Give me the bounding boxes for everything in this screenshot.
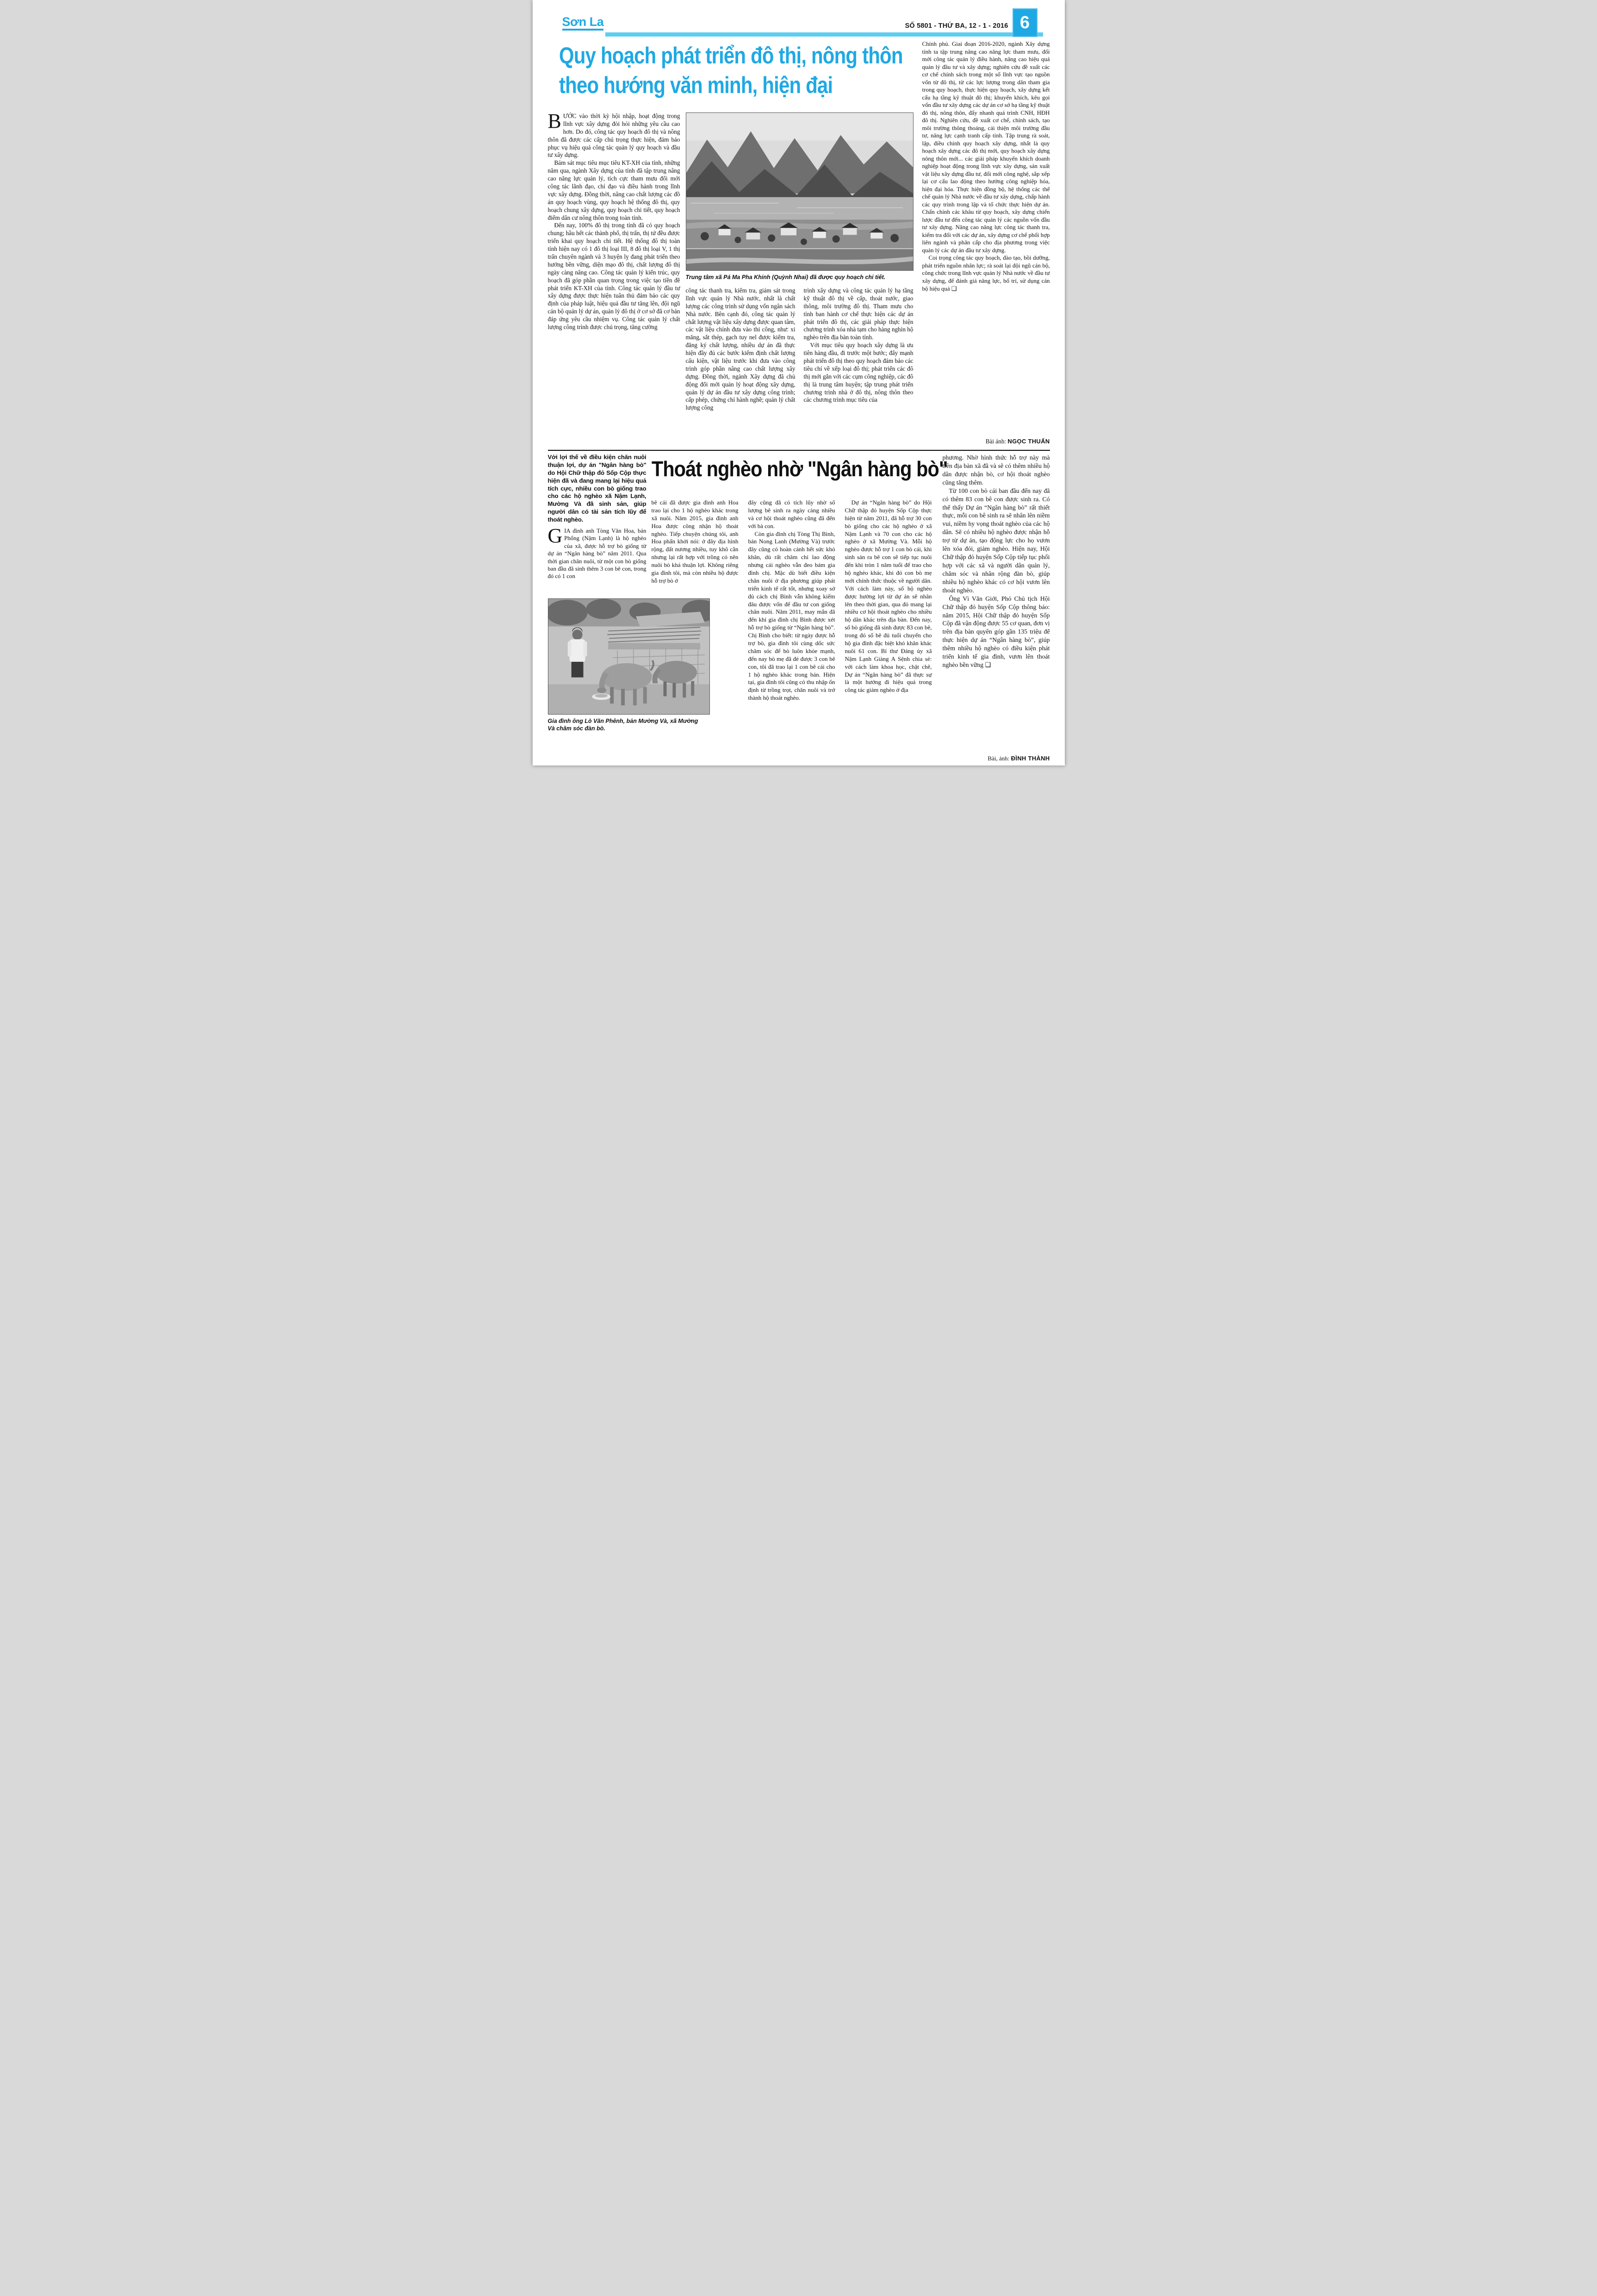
paragraph: Còn gia đình chị Tòng Thị Bình, bản Nong Lanh (Mường Và) trước đây cũng có hoàn cảnh hết sức khó khăn, dù rất chăm chỉ lao động nhưng cái nghèo vẫn đeo bám gia đình chị. Mặc dù biết điều kiện chăn nuôi ở địa phương giúp phát triển kinh tế rất tốt, nhưng xoay sở đủ cách chị Bình vẫn không kiếm đâu được vốn để đầu tư con giống chăn nuôi. Năm 2011, may mắn đã đến khi gia đình chị Bình được xét hỗ trợ bò giống từ “Ngân hàng bò”. Chị Bình cho biết: từ ngày được hỗ trợ bò, gia đình tôi cùng dốc sức chăm sóc để bò luôn khỏe mạnh, đến nay bò mẹ đã đẻ được 3 con bê con, tôi đã trao lại 1 con bê cái cho 1 hộ nghèo khác trong bản. Hiện tại, gia đình tôi cũng có thu nhập ổn định từ trồng trọt, chăn nuôi và trở thành hộ thoát nghèo. xyxy=(748,530,835,702)
paragraph: Với mục tiêu quy hoạch xây dựng là ưu tiên hàng đầu, đi trước một bước; đẩy mạnh phát triển đô thị theo quy hoạch đảm bảo các tiêu chí về xếp loại đô thị; phát triển các đô thị mới gắn với các cụm công nghiệp, các đô thị là trung tâm huyện; tập trung phát triển chương trình nhà ở đô thị, nông thôn theo các chương trình mục tiêu của xyxy=(803,342,913,404)
byline-author: ĐÌNH THÀNH xyxy=(1011,755,1050,762)
article-2-intro-column xyxy=(548,454,646,597)
paragraph: Từ 100 con bò cái ban đầu đến nay đã có thêm 83 con bê con được sinh ra. Có thể thấy Dự án “Ngân hàng bò” rất thiết thực, mỗi con bê sinh ra sẽ nhân lên niềm vui, niềm hy vọng thoát nghèo của các hộ dân. Sẽ có nhiều hộ nghèo được nhận hỗ trợ từ dự án, tạo động lực cho họ vươn lên xóa đói, giảm nghèo. Hiện nay, Hội Chữ thập đỏ huyện Sốp Cộp tiếp tục phối hợp với các xã và người dân quản lý, chăm sóc và nhân rộng đàn bò, giúp nhiều hộ nghèo khác có cơ hội vươn lên thoát nghèo. xyxy=(942,487,1050,594)
article-2-headline: Thoát nghèo nhờ "Ngân hàng bò" xyxy=(651,457,948,481)
cattle-photo-graphic xyxy=(548,599,709,714)
paragraph: đây cũng đã có tích lũy nhờ số lượng bê sinh ra ngày càng nhiều và cơ hội thoát nghèo cũng đã đến với bà con. xyxy=(748,499,835,529)
article-1-column-3 xyxy=(804,287,913,447)
landscape-photo-graphic xyxy=(686,113,913,270)
byline-author: NGỌC THUẤN xyxy=(1007,438,1050,445)
paragraph: GIA đình anh Tòng Văn Hoa, bản Phổng (Nậm Lạnh) là hộ nghèo của xã, được hỗ trợ bò giống từ dự án “Ngân hàng bò” năm 2011. Qua thời gian chăn nuôi, từ một con bò giống ban đầu đã sinh thêm 3 con bê con, trong đó có 1 con xyxy=(547,524,646,580)
headline-line-1: Quy hoạch phát triển đô thị, nông thôn xyxy=(559,43,903,68)
paragraph: phương. Nhờ hình thức hỗ trợ này mà trên địa bàn xã đã và sẽ có thêm nhiều hộ dân được nhận bò, cơ hội thoát nghèo cũng tăng thêm. xyxy=(942,454,1050,486)
byline-prefix: Bài, ảnh: xyxy=(988,755,1010,762)
issue-date: SỐ 5801 - THỨ BA, 12 - 1 - 2016 xyxy=(905,22,1008,30)
cattle-photo xyxy=(548,598,710,715)
paragraph: Chính phủ. Giai đoạn 2016-2020, ngành Xây dựng tỉnh ta tập trung nâng cao năng lực tham mưu, đổi mới công tác quản lý điều hành, nâng cao hiệu quả quản lý đầu tư và xây dựng; nghiên cứu đề xuất các cơ chế chính sách trong một số lĩnh vực tạo nguồn vốn từ đô thị, từ các lực lượng trong dân tham gia trong quy hoạch, thực hiện quy hoạch, xây dựng kết cấu hạ tầng kỹ thuật đô thị; khuyến khích, kêu gọi vốn đầu tư xây dựng các dự án cơ sở hạ tầng kỹ thuật đô thị, nông thôn, đẩy nhanh quá trình CNH, HĐH đô thị. Nghiên cứu, đề xuất cơ chế, chính sách, tạo môi trường thông thoáng, cải thiện môi trường đầu tư, năng lực cạnh tranh cấp tỉnh. Tập trung rà soát, lập, điều chỉnh quy hoạch xây dựng, nhất là quy hoạch xây dựng các đô thị mới, quy hoạch xây dựng nông thôn mới... các giải pháp khuyến khích doanh nghiệp hoạt động trong lĩnh vực xây dựng, sản xuất vật liệu xây dựng đầu tư, đổi mới công nghệ, sắp xếp lại cơ cấu lao động theo hướng công nghiệp hóa, hiện đại hóa. Thực hiện đồng bộ, hệ thống các thể chế quản lý Nhà nước về đầu tư xây dựng, chấp hành các quy trình trong lập và tổ chức thực hiện dự án. Chấn chỉnh các khâu từ quy hoạch, xây dựng chiến lược đầu tư đến công tác quản lý các nguồn vốn đầu tư xây dựng. Nâng cao năng lực công tác thanh tra, kiểm tra đối với các dự án, xây dựng cơ chế phối hợp liên ngành và phân cấp cho địa phương trong việc quản lý các dự án đầu tư xây dựng. xyxy=(922,41,1050,254)
paragraph: Đến nay, 100% đô thị trong tỉnh đã có quy hoạch chung; hầu hết các thành phố, thị trấn, thị tứ đều được triển khai quy hoạch chi tiết. Hệ thống đô thị toàn tỉnh hiện nay có 1 đô thị loại III, 8 đô thị loại V, 1 thị trấn chuyên ngành và 3 huyện lỵ đang phát triển theo hướng bền vững, diện mạo đô thị, chất lượng đô thị ngày càng nâng cao. Công tác quản lý kiến trúc, quy hoạch đã góp phần quan trọng trong việc tạo tiền đề phát triển KT-XH của tỉnh. Công tác quản lý đầu tư xây dựng được thực hiện tuân thủ đảm bảo các quy định của pháp luật, hiệu quả đầu tư tăng lên, đội ngũ cán bộ quản lý dự án, quản lý đô thị ở cơ sở đã cơ bản đáp ứng yêu cầu nhiệm vụ. Công tác quản lý chất lượng công trình được chú trọng, tăng cường xyxy=(547,222,680,331)
header-bar xyxy=(605,32,1043,37)
article-2-column-a xyxy=(652,499,739,598)
article-1-byline xyxy=(922,438,1050,446)
paragraph: Dự án “Ngân hàng bò” do Hội Chữ thập đỏ huyện Sốp Cộp thực hiện từ năm 2011, đã hỗ trợ 30 con bò giống cho các hộ nghèo ở xã Nậm Lạnh và 70 con cho các hộ nghèo ở xã Mường Và. Mỗi hộ nghèo được hỗ trợ 1 con bò cái, khi sinh sản ra bê con sẽ tiếp tục nuôi đến khi tròn 1 năm tuổi để trao cho hộ nghèo khác, khi đó con bò mẹ mới chính thức thuộc về người dân. Với cách làm này, số hộ nghèo được hưởng lợi từ dự án sẽ nhân lên theo thời gian, qua đó mang lại nhiều cơ hội thoát nghèo cho nhiều hộ dân khác trên địa bàn. Đến nay, số bò giống đã sinh được 83 con bê, trong đó số bê đủ tuổi chuyển cho hộ gia đình đặc biệt khó khăn khác nuôi 61 con. Bí thư Đảng ủy xã Nậm Lạnh Giàng A Sệnh chia sẻ: với cách làm khoa học, chặt chẽ, Dự án “Ngân hàng bò” đã thực sự là một hướng đi hiệu quả trong công tác giảm nghèo ở địa xyxy=(845,499,932,694)
paragraph: Coi trọng công tác quy hoạch, đào tạo, bồi dưỡng, phát triển nguồn nhân lực; rà soát lại đội ngũ cán bộ, công chức trong lĩnh vực quản lý Nhà nước về đầu tư xây dựng, để đánh giá năng lực, bố trí, sử dụng cán bộ hiệu quả ❑ xyxy=(922,255,1050,292)
headline-line-2: theo hướng văn minh, hiện đại xyxy=(559,72,833,98)
drop-cap: G xyxy=(547,524,563,548)
photo-caption: Trung tâm xã Pá Ma Pha Khinh (Quỳnh Nhai) đã được quy hoạch chi tiết. xyxy=(685,274,886,280)
photo-caption: Gia đình ông Lò Văn Phênh, bản Mường Và, xã Mường Và chăm sóc đàn bò. xyxy=(547,718,698,732)
paragraph: công tác thanh tra, kiểm tra, giám sát trong lĩnh vực quản lý Nhà nước, nhất là chất lượng các công trình sử dụng vốn ngân sách Nhà nước. Bên cạnh đó, công tác quản lý chất lượng vật liệu xây dựng được quan tâm, các vật liệu chính đưa vào thi công, như: xi măng, sắt thép, gạch tuy nel được kiểm tra, đăng ký chất lượng, nhiều dự án đã thực hiện đầy đủ các bước kiểm định chất lượng cấu kiện, vật liệu trước khi đưa vào công trình góp phần nâng cao chất lượng xây dựng. Đồng thời, ngành Xây dựng đã chủ động đổi mới quản lý hoạt động xây dựng, quản lý dự án đầu tư xây dựng công trình; cấp phép, chứng chỉ hành nghề; quản lý chất lượng công xyxy=(685,287,795,411)
article-2-intro: Với lợi thế về điều kiện chăn nuôi thuận lợi, dự án "Ngân hàng bò" do Hội Chữ thập đỏ Sốp Cộp thực hiện đã và đang mang lại hiệu quả tích cực, nhiều con bò giống trao cho các hộ nghèo xã Nậm Lạnh, Mường Và đã sinh sản, giúp người dân có tài sản tích lũy để thoát nghèo. xyxy=(547,454,646,523)
paragraph: BƯỚC vào thời kỳ hội nhập, hoạt động trong lĩnh vực xây dựng đòi hỏi những yêu cầu cao hơn. Do đó, công tác quy hoạch đô thị và nông thôn đã được các cấp chú trọng thực hiện, đảm bảo phục vụ hiệu quả công tác quản lý quy hoạch và đầu tư xây dựng. xyxy=(547,112,680,159)
newspaper-page xyxy=(533,0,1065,765)
paragraph: trình xây dựng và công tác quản lý hạ tầng kỹ thuật đô thị về cấp, thoát nước, giao thông, môi trường đô thị. Tham mưu cho tỉnh ban hành cơ chế thực hiện các dự án phát triển đô thị, các giải pháp thực hiện chương trình xóa nhà tạm cho hàng nghìn hộ nghèo trên địa bàn toàn tỉnh. xyxy=(803,287,913,341)
article-2-byline xyxy=(943,755,1050,763)
article-2-column-b xyxy=(748,499,835,764)
brand-logo: Sơn La xyxy=(562,16,604,31)
paragraph: bê cái đã được gia đình anh Hoa trao lại cho 1 hộ nghèo khác trong xã nuôi. Năm 2015, gia đình anh Hoa được công nhận hộ thoát nghèo. Tiếp chuyện chúng tôi, anh Hoa phấn khởi nói: ở đây địa hình rộng, đất nương nhiều, tuy khô cằn nhưng lại rất hợp với trồng cỏ nên nuôi bò khá thuận lợi. Không riêng gia đình tôi, mà còn nhiều hộ được hỗ trợ bò ở xyxy=(651,499,739,584)
article-1-column-1 xyxy=(548,112,680,448)
page-number-badge: 6 xyxy=(1013,8,1038,37)
byline-prefix: Bài ảnh: xyxy=(985,438,1007,445)
paragraph: Ông Vì Văn Giới, Phó Chủ tịch Hội Chữ thập đỏ huyện Sốp Cộp thông báo: năm 2015, Hội Chữ thập đỏ huyện Sốp Cộp đã vận động được 55 cơ quan, đơn vị trên địa bàn quyên góp gần 135 triệu để thực hiện dự án “Ngân hàng bò”, giúp thêm nhiều hộ nghèo có điều kiện phát triển kinh tế gia đình, vươn lên thoát nghèo bền vững ❑ xyxy=(942,595,1050,669)
article-1-column-4 xyxy=(922,40,1050,448)
paragraph: Bám sát mục tiêu mục tiêu KT-XH của tỉnh, những năm qua, ngành Xây dựng của tỉnh đã tập trung nâng cao năng lực quản lý, tích cực tham mưu đổi mới công tác lãnh đạo, chỉ đạo và điều hành trong lĩnh vực xây dựng. Đồng thời, nâng cao chất lượng các đồ án quy hoạch vùng, quy hoạch hệ thống đô thị, quy hoạch chung xây dựng, quy hoạch chi tiết, quy hoạch điểm dân cư nông thôn trong toàn tỉnh. xyxy=(547,159,680,221)
landscape-photo xyxy=(686,112,913,271)
drop-cap: B xyxy=(547,112,561,132)
article-1-column-2 xyxy=(686,287,795,447)
article-2-column-d xyxy=(943,454,1050,765)
article-1-headline xyxy=(559,41,909,100)
article-2-column-c xyxy=(845,499,932,765)
section-divider xyxy=(548,450,1050,451)
